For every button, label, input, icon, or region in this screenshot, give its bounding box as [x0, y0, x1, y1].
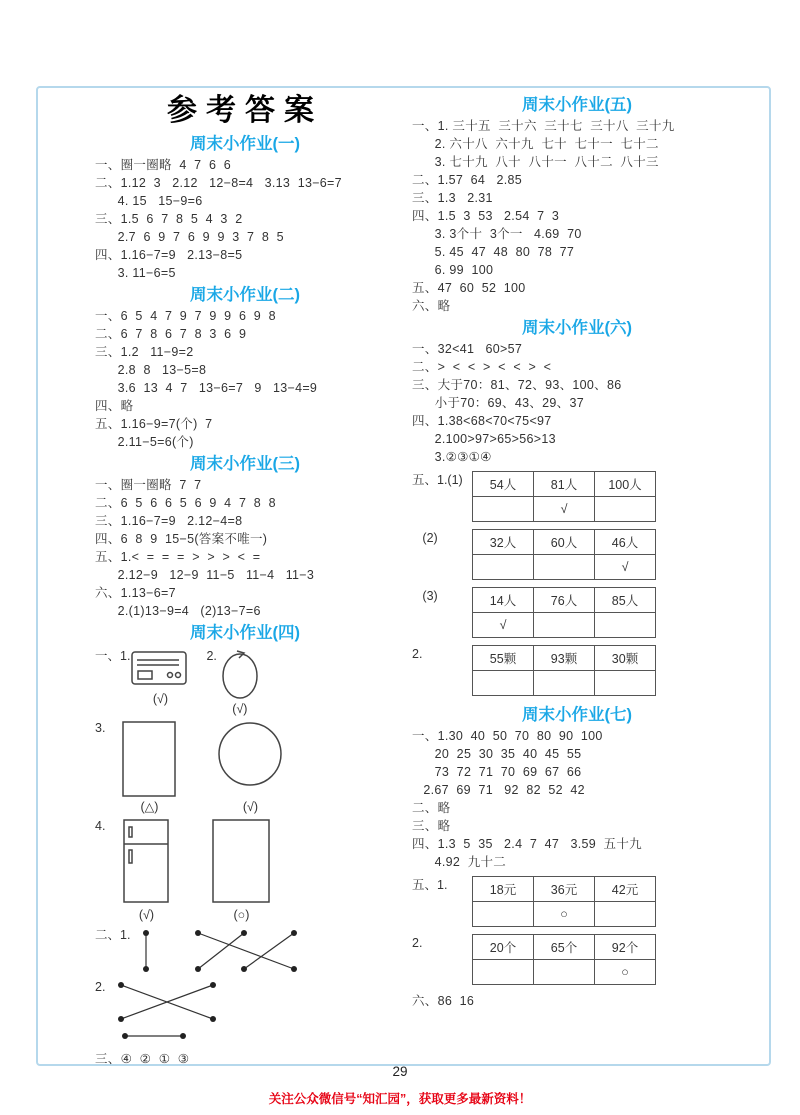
- page-number: 29: [392, 1064, 408, 1079]
- table-cell: [595, 613, 656, 638]
- answer-line: 73 72 71 70 69 67 66: [412, 765, 582, 779]
- table-label: 五、1.(1): [412, 473, 463, 487]
- heading-hw4: 周末小作业(四): [190, 624, 300, 642]
- rectangle-shape: [211, 818, 271, 906]
- answer-line: 六、略: [412, 299, 451, 313]
- answer-line: 2.(1)13−9=4 (2)13−7=6: [95, 604, 261, 618]
- segment-diagram: [119, 1029, 189, 1043]
- footer-note: 关注公众微信号“知汇园”，获取更多最新资料！: [268, 1092, 532, 1106]
- table-cell: 60人: [534, 530, 595, 555]
- answer-line: 4.92 九十二: [412, 855, 507, 869]
- answer-line: 一、圈一圈略 7 7: [95, 478, 202, 492]
- answer-line: 三、1.5 6 7 8 5 4 3 2: [95, 212, 243, 226]
- shape-answer: (△): [140, 800, 159, 814]
- answer-line: 五、1.16−9=7(个) 7: [95, 417, 213, 431]
- table-cell: 20个: [473, 935, 534, 960]
- answer-line: 二、略: [412, 801, 451, 815]
- item-label: 4.: [95, 819, 106, 833]
- answer-line: 小于70：69、43、29、37: [412, 396, 584, 410]
- figure-appliance: [130, 648, 190, 707]
- table-cell: 85人: [595, 588, 656, 613]
- oval-icon: [217, 648, 263, 700]
- table-cell: [595, 671, 656, 696]
- figure-oval: [217, 648, 263, 717]
- answer-table: [472, 645, 656, 696]
- matching-diagram-row-2: [95, 979, 395, 1025]
- table-cell: 93颗: [534, 646, 595, 671]
- table-cell: 55颗: [473, 646, 534, 671]
- answer-line: 2.7 6 9 7 6 9 9 3 7 8 5: [95, 230, 284, 244]
- answer-line: 二、6 7 8 6 7 8 3 6 9: [95, 327, 247, 341]
- answer-line: 三、1.2 11−9=2: [95, 345, 194, 359]
- heading-hw5: 周末小作业(五): [522, 96, 632, 114]
- answer-table-row: [412, 645, 742, 696]
- answer-table-row: [412, 529, 742, 580]
- answer-line: 三、1.3 2.31: [412, 191, 493, 205]
- table-cell: 14人: [473, 588, 534, 613]
- refrigerator-icon: [121, 818, 171, 906]
- item-label: 2.: [95, 980, 106, 994]
- answer-line: 2. 六十八 六十九 七十 七十一 七十二: [412, 137, 659, 151]
- answer-line: 2.11−5=6(个): [95, 435, 194, 449]
- matching-diagram-row-1: [95, 927, 395, 975]
- answer-line: 四、略: [95, 399, 134, 413]
- answer-line: 四、1.16−7=9 2.13−8=5: [95, 248, 243, 262]
- answer-line: 四、6 8 9 15−5(答案不唯一): [95, 532, 268, 546]
- table-cell: 32人: [473, 530, 534, 555]
- answer-table: [472, 876, 656, 927]
- answer-line: 5. 45 47 48 80 78 77: [412, 245, 575, 259]
- table-cell: 18元: [473, 877, 534, 902]
- heading-hw7: 周末小作业(七): [522, 706, 632, 724]
- answer-table-row: [412, 934, 742, 985]
- rectangle-shape: [121, 720, 177, 798]
- item-label: 2.: [206, 649, 217, 663]
- table-cell: [534, 960, 595, 985]
- answer-line: 4. 15 15−9=6: [95, 194, 203, 208]
- answer-line: 2.100>97>65>56>13: [412, 432, 556, 446]
- answer-line: 三、④ ② ① ③: [95, 1052, 190, 1066]
- table-cell: √: [595, 555, 656, 580]
- answer-table: [472, 934, 656, 985]
- table-cell: 54人: [473, 472, 534, 497]
- table-cell: [473, 902, 534, 927]
- answer-line: 二、> < < > < < > <: [412, 360, 552, 374]
- answer-table-row: [412, 587, 742, 638]
- answer-line: 六、86 16: [412, 994, 475, 1008]
- answer-line: 五、47 60 52 100: [412, 281, 526, 295]
- shape-answer: (○): [233, 908, 250, 922]
- answer-line: 3. 11−6=5: [95, 266, 176, 280]
- item-label: 3.: [95, 721, 106, 735]
- answer-line: 3.6 13 4 7 13−6=7 9 13−4=9: [95, 381, 318, 395]
- left-column: [95, 92, 395, 1068]
- matching-lines-diagram: [136, 927, 308, 975]
- heading-hw2: 周末小作业(二): [190, 286, 300, 304]
- answer-table: [472, 529, 656, 580]
- table-label: 2.: [412, 647, 423, 661]
- shape-answer: (√): [232, 702, 248, 716]
- answer-table: [472, 587, 656, 638]
- table-cell: [534, 671, 595, 696]
- answer-line: 2.67 69 71 92 82 52 42: [412, 783, 585, 797]
- heading-hw3: 周末小作业(三): [190, 455, 300, 473]
- right-column: [412, 92, 742, 1010]
- table-cell: ○: [595, 960, 656, 985]
- answer-line: 四、1.38<68<70<75<97: [412, 414, 552, 428]
- table-label: 2.: [412, 936, 423, 950]
- table-cell: 36元: [534, 877, 595, 902]
- answer-line: 二、6 5 6 6 5 6 9 4 7 8 8: [95, 496, 276, 510]
- answer-table-row: [412, 471, 742, 522]
- answer-line: 一、6 5 4 7 9 7 9 9 6 9 8: [95, 309, 276, 323]
- answer-line: 一、32<41 60>57: [412, 342, 523, 356]
- table-cell: 92个: [595, 935, 656, 960]
- table-cell: [595, 902, 656, 927]
- shape-answer: (√): [152, 692, 169, 706]
- answer-line: 三、1.16−7=9 2.12−4=8: [95, 514, 243, 528]
- figure-fridge: [121, 818, 171, 923]
- answer-line: 二、1.57 64 2.85: [412, 173, 523, 187]
- answer-line: 一、1.30 40 50 70 80 90 100: [412, 729, 603, 743]
- table-cell: [595, 497, 656, 522]
- answer-line: 6. 99 100: [412, 263, 494, 277]
- shape-row-3: [95, 818, 395, 923]
- table-cell: [473, 671, 534, 696]
- table-cell: 65个: [534, 935, 595, 960]
- answer-line: 3. 七十九 八十 八十一 八十二 八十三: [412, 155, 659, 169]
- table-cell: 42元: [595, 877, 656, 902]
- answer-line: 2.12−9 12−9 11−5 11−4 11−3: [95, 568, 315, 582]
- table-cell: [473, 497, 534, 522]
- shape-answer: (√): [242, 800, 259, 814]
- heading-hw1: 周末小作业(一): [190, 135, 300, 153]
- figure-rectangle: [121, 720, 177, 815]
- circle-shape: [217, 720, 283, 798]
- item-label: 二、1.: [95, 928, 131, 942]
- item-label: 一、1.: [95, 649, 131, 663]
- table-cell: [534, 555, 595, 580]
- table-cell: [473, 960, 534, 985]
- table-label: 五、1.: [412, 878, 448, 892]
- shape-row-2: [95, 720, 395, 815]
- table-label: (2): [412, 531, 438, 545]
- answer-line: 四、1.5 3 53 2.54 7 3: [412, 209, 560, 223]
- answer-table: [472, 471, 656, 522]
- table-cell: [473, 555, 534, 580]
- answer-table-row: [412, 876, 742, 927]
- answer-line: 六、1.13−6=7: [95, 586, 176, 600]
- answer-line: 3.②③①④: [412, 450, 492, 464]
- table-cell: 100人: [595, 472, 656, 497]
- page-title: 参考答案: [167, 94, 323, 127]
- table-cell: ○: [534, 902, 595, 927]
- answer-line: 二、1.12 3 2.12 12−8=4 3.13 13−6=7: [95, 176, 342, 190]
- shape-answer: (√): [138, 908, 155, 922]
- table-cell: [534, 613, 595, 638]
- answer-line: 2.8 8 13−5=8: [95, 363, 207, 377]
- figure-circle: [217, 720, 283, 815]
- table-label: (3): [412, 589, 438, 603]
- heading-hw6: 周末小作业(六): [522, 319, 632, 337]
- answer-line: 3. 3个十 3个一 4.69 70: [412, 227, 582, 241]
- answer-line: 20 25 30 35 40 45 55: [412, 747, 582, 761]
- shape-row-1: [95, 648, 395, 717]
- table-cell: √: [534, 497, 595, 522]
- segment-row: [119, 1029, 395, 1048]
- answer-line: 四、1.3 5 35 2.4 7 47 3.59 五十九: [412, 837, 642, 851]
- cross-lines-diagram: [111, 979, 223, 1025]
- table-cell: 30颗: [595, 646, 656, 671]
- table-cell: √: [473, 613, 534, 638]
- appliance-icon: [130, 648, 190, 690]
- answer-line: 三、大于70：81、72、93、100、86: [412, 378, 622, 392]
- answer-line: 一、1. 三十五 三十六 三十七 三十八 三十九: [412, 119, 675, 133]
- answer-line: 一、圈一圈略 4 7 6 6: [95, 158, 231, 172]
- table-cell: 46人: [595, 530, 656, 555]
- answer-line: 五、1.< = = = > > > < =: [95, 550, 261, 564]
- table-cell: 76人: [534, 588, 595, 613]
- figure-rectangle2: [211, 818, 271, 923]
- answer-line: 三、略: [412, 819, 451, 833]
- table-cell: 81人: [534, 472, 595, 497]
